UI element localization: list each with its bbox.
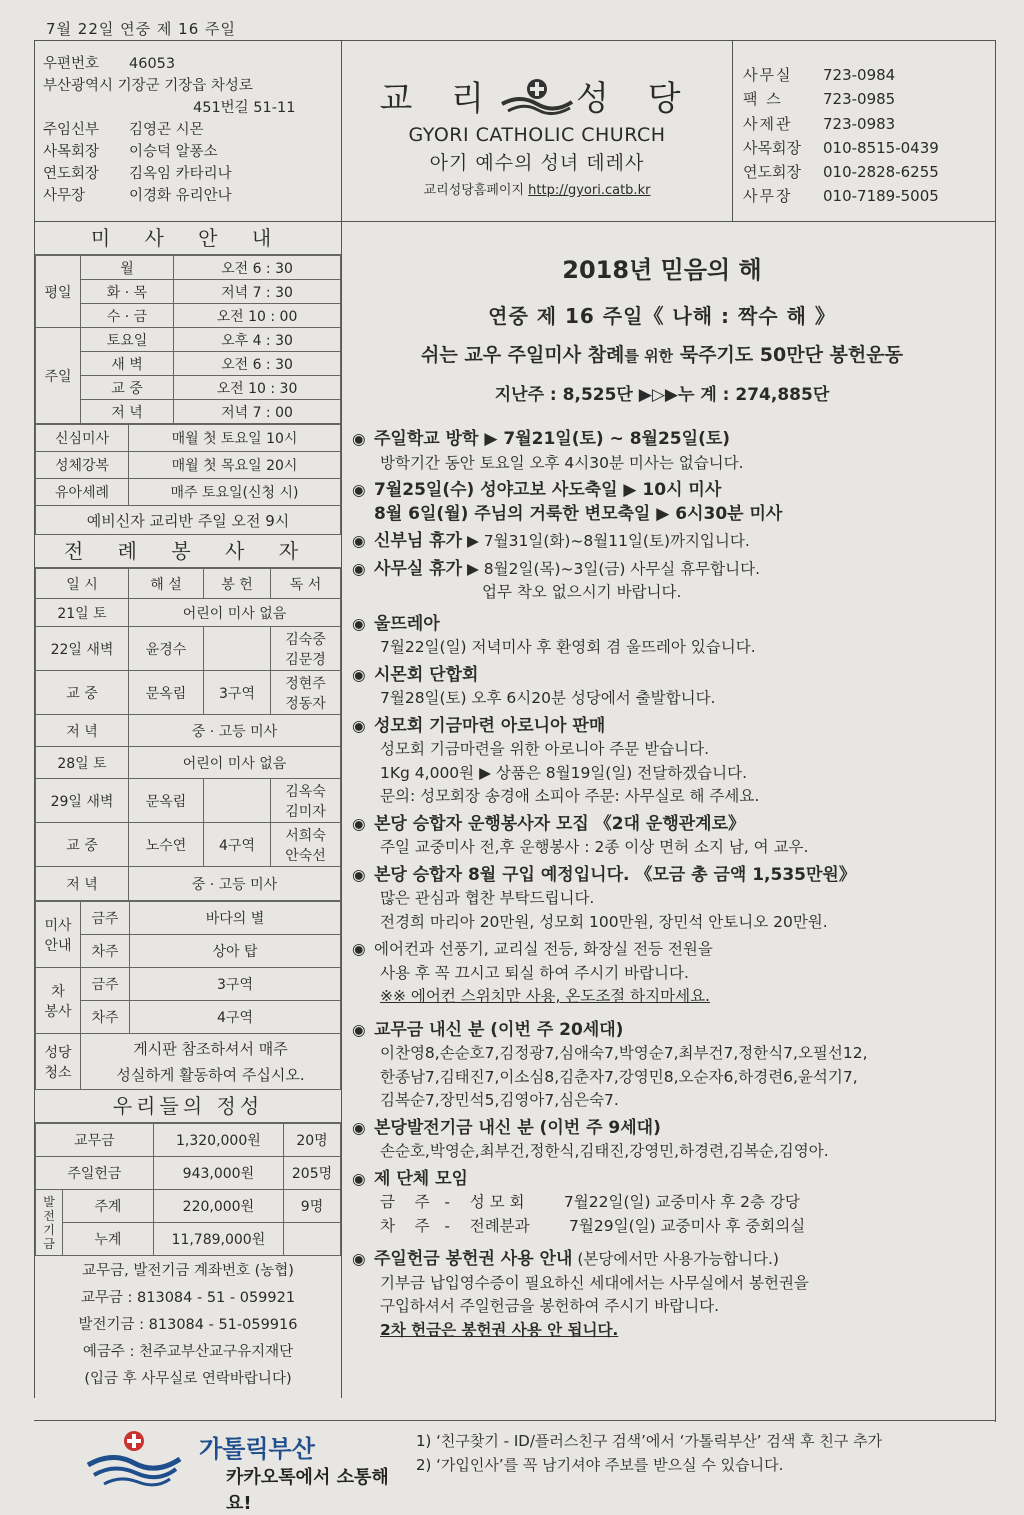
reader: 김숙중 김문경 <box>271 627 341 671</box>
commentator: 윤경수 <box>129 627 204 671</box>
announcement-text: 7월22일(일) 저녁미사 후 환영회 겸 울뜨레아 있습니다. <box>380 638 756 656</box>
announcement-title: 7월25일(수) 성야고보 사도축일 ▶ 10시 미사 <box>374 480 722 500</box>
liturgy-date: 28일 토 <box>36 747 129 779</box>
announcement-title: 본당 승합자 8월 구입 예정입니다. 《모금 총 금액 1,535만원》 <box>374 864 856 885</box>
mass-time: 오후 4 : 30 <box>174 328 341 352</box>
offering-amount: 943,000원 <box>153 1157 283 1190</box>
instruction-line: 1) ‘친구찾기 - ID/플러스친구 검색’에서 ‘가톨릭부산’ 검색 후 친구 추가 <box>416 1432 883 1450</box>
offering-count: 205명 <box>284 1157 341 1190</box>
sunday-label: 주일 <box>36 328 81 424</box>
announcement-item <box>352 715 982 809</box>
commentator: 노수연 <box>129 823 204 867</box>
announcement-item <box>352 664 982 711</box>
announcement-list <box>352 428 982 1346</box>
offering-count: 9명 <box>284 1190 341 1223</box>
duty-week: 금주 <box>81 902 130 935</box>
announcement-text: 주일 교중미사 전,후 운행봉사 : 2종 이상 면허 소지 남, 여 교우. <box>380 838 809 856</box>
pastor-name: 김영곤 시몬 <box>129 122 204 138</box>
church-english-name: GYORI CATHOLIC CHURCH <box>408 124 666 146</box>
offering-type: 교무금 <box>36 1124 154 1157</box>
kakao-banner[interactable] <box>84 1429 414 1514</box>
duty-week: 금주 <box>81 968 130 1001</box>
brand-tagline: 카카오톡에서 소통해요! <box>226 1467 389 1514</box>
homepage-link[interactable]: http://gyori.catb.kr <box>528 183 651 198</box>
offering-amount: 220,000원 <box>153 1190 283 1223</box>
announcement-warning: 2차 헌금은 봉헌권 사용 안 됩니다. <box>380 1320 619 1339</box>
contact-label: 사무실 <box>743 66 793 84</box>
year-theme: 2018년 믿음의 해 <box>562 256 762 284</box>
special-mass-time: 매주 토요일(신청 시) <box>129 479 341 506</box>
secretary-label: 사무장 <box>43 188 86 204</box>
announcement-item <box>352 1168 982 1239</box>
announcement-text: 이찬영8,손순호7,김정광7,심애숙7,박영순7,최부건7,정한식7,오필선12, <box>380 1044 868 1062</box>
date-line: 7월 22일 연중 제 16 주일 <box>46 20 236 38</box>
secretary-name: 이경화 유리안나 <box>129 188 232 204</box>
liturgy-date: 저 녁 <box>36 867 129 901</box>
account-line: 교무금, 발전기금 계좌번호 (농협) <box>82 1263 294 1279</box>
bullet-icon: ◉ <box>352 614 366 633</box>
rosary-tally: 지난주 : 8,525단 ▶▷▶누 계 : 274,885단 <box>494 385 830 405</box>
duty-table <box>35 901 341 1090</box>
account-line: 발전기금 : 813084 - 51-059916 <box>78 1317 298 1333</box>
announcement-title: 8월 6일(월) 주님의 거룩한 변모축일 ▶ 6시30분 미사 <box>374 503 783 524</box>
offering-table <box>35 1123 341 1256</box>
announcement-text: 금 주 - 성 모 회 7월22일(일) 교중미사 후 2층 강당 <box>380 1193 800 1211</box>
announcement-item <box>352 530 982 554</box>
announcement-text: 구입하셔서 주일헌금을 봉헌하여 주시기 바랍니다. <box>380 1297 720 1315</box>
mass-time: 오전 10 : 30 <box>174 376 341 400</box>
bullet-icon: ◉ <box>352 1020 366 1039</box>
col-header: 봉 헌 <box>204 569 271 599</box>
pastor-label: 주임신부 <box>43 122 100 138</box>
announcement-warning: ※※ 에어컨 스위치만 사용, 온도조절 하지마세요. <box>380 987 710 1005</box>
mass-day: 토요일 <box>81 328 174 352</box>
rosary-campaign-a: 쉬는 교우 주일미사 참례 <box>421 344 625 366</box>
announcement-text: 손순호,박영순,최부건,정한식,김태진,강영민,하경련,김복순,김영아. <box>380 1142 829 1160</box>
col-header: 해 설 <box>129 569 204 599</box>
reader: 정현주 정동자 <box>271 671 341 715</box>
car-service-label: 차 봉사 <box>36 968 81 1034</box>
announcement-text: 김복순7,장민석5,김영아7,심은숙7. <box>380 1091 619 1109</box>
announcement-item <box>352 938 982 1009</box>
bullet-icon: ◉ <box>352 814 366 833</box>
liturgy-date: 교 중 <box>36 823 129 867</box>
development-fund-label: 발 전 기 금 <box>36 1190 63 1256</box>
bullet-icon: ◉ <box>352 481 366 499</box>
account-info <box>35 1256 341 1398</box>
mass-schedule-table <box>35 255 341 424</box>
church-name-left: 교 리 <box>379 79 498 119</box>
mass-day: 수 · 금 <box>81 304 174 328</box>
col-header: 일 시 <box>36 569 129 599</box>
offering-type: 주일헌금 <box>36 1157 154 1190</box>
contact-number: 723-0984 <box>823 66 896 84</box>
liturgy-title: 전 례 봉 사 자 <box>35 535 341 568</box>
rosary-campaign-mid: 를 위한 <box>624 347 674 365</box>
liturgy-note: 어린이 미사 없음 <box>129 747 341 779</box>
liturgy-date: 29일 새벽 <box>36 779 129 823</box>
offering-count: 20명 <box>284 1124 341 1157</box>
liturgy-table <box>35 568 341 901</box>
cleaning-text: 게시판 참조하셔서 매주 성실하게 활동하여 주십시오. <box>81 1034 341 1090</box>
announcement-title: 시몬회 단합회 <box>374 664 479 685</box>
liturgy-date: 저 녁 <box>36 715 129 747</box>
mass-time: 오전 6 : 30 <box>174 352 341 376</box>
bullet-icon: ◉ <box>352 716 366 735</box>
announcement-item <box>352 1019 982 1113</box>
postal-code: 46053 <box>129 56 176 72</box>
announcement-item <box>352 479 982 503</box>
contact-number: 723-0985 <box>823 90 896 109</box>
announcement-text: 에어컨과 선풍기, 교리실 전등, 화장실 전등 전원을 <box>374 940 713 958</box>
account-line: 교무금 : 813084 - 51 - 059921 <box>80 1290 296 1306</box>
reader: 서희숙 안숙선 <box>271 823 341 867</box>
bullet-icon: ◉ <box>352 1118 366 1137</box>
rosary-campaign <box>342 340 982 367</box>
account-line: 예금주 : 천주교부산교구유지재단 <box>82 1344 294 1360</box>
announcement-text: (본당에서만 사용가능합니다.) <box>572 1250 779 1268</box>
instruction-line: 2) ‘가입인사’를 꼭 남기셔야 주보를 받으실 수 있습니다. <box>416 1456 784 1474</box>
catholic-busan-logo-icon <box>84 1429 184 1487</box>
church-emblem-icon <box>500 76 574 116</box>
offering-type: 주계 <box>63 1190 154 1223</box>
announcement-text: 1Kg 4,000원 ▶ 상품은 8월19일(일) 전달하겠습니다. <box>380 763 748 782</box>
contact-label: 사무장 <box>743 187 793 206</box>
announcement-text: 전경희 마리아 20만원, 성모회 100만원, 장민석 안토니오 20만원. <box>380 912 828 931</box>
duty-group: 4구역 <box>130 1001 341 1034</box>
main-column <box>342 222 996 1422</box>
announcement-title: 본당발전기금 내신 분 (이번 주 9세대) <box>374 1117 661 1138</box>
church-patron: 아기 예수의 성녀 데레사 <box>429 152 645 174</box>
duty-group: 바다의 별 <box>130 902 341 935</box>
contact-number: 723-0983 <box>823 114 896 133</box>
church-address-block <box>34 40 342 222</box>
announcement-text: 차 주 - 전례분과 7월29일(일) 교중미사 후 중회의실 <box>380 1216 806 1235</box>
bullet-icon: ◉ <box>352 940 366 958</box>
announcement-text: ▶ 8월2일(목)~3일(금) 사무실 휴무합니다. <box>462 559 760 578</box>
announcement-title: 신부님 휴가 <box>374 531 463 551</box>
brand-name: 가톨릭부산 <box>199 1435 315 1463</box>
offering-amount: 1,320,000원 <box>153 1124 283 1157</box>
church-name-right: 성 당 <box>576 79 695 119</box>
announcement-text: 한종남7,김태진7,이소심8,김춘자7,강영민8,오순자6,하경련6,윤석기7, <box>380 1067 858 1086</box>
special-mass-label: 성체강복 <box>36 452 129 479</box>
offering-count <box>284 1223 341 1256</box>
contact-label: 사제관 <box>743 114 793 133</box>
announcement-title: 성모회 기금마련 아로니아 판매 <box>374 715 606 736</box>
yeondo-name: 김옥임 카타리나 <box>129 166 232 182</box>
announcement-text: ▶ 7월31일(화)~8월11일(토)까지입니다. <box>462 532 750 550</box>
duty-week: 차주 <box>81 1001 130 1034</box>
announcement-title: 주일헌금 봉헌권 사용 안내 <box>374 1249 573 1269</box>
announcement-item <box>352 1117 982 1164</box>
duty-group: 3구역 <box>130 968 341 1001</box>
announcement-text: 성모회 기금마련을 위한 아로니아 주문 받습니다. <box>380 740 710 758</box>
announcement-text: 업무 착오 없으시기 바랍니다. <box>482 583 682 601</box>
rosary-campaign-b: 묵주기도 50만단 봉헌운동 <box>673 344 903 366</box>
mass-schedule-title: 미 사 안 내 <box>35 222 341 255</box>
special-mass-label: 유아세례 <box>36 479 129 506</box>
announcement-item <box>352 613 982 660</box>
contact-label: 연도회장 <box>743 163 801 182</box>
offering-type: 누계 <box>63 1223 154 1256</box>
announcement-title: 제 단체 모임 <box>374 1168 468 1189</box>
announcement-title: 본당 승합자 운행봉사자 모집 《2대 운행관계로》 <box>374 813 746 834</box>
offertory: 3구역 <box>204 671 271 715</box>
liturgy-date: 교 중 <box>36 671 129 715</box>
announcement-item <box>352 428 982 475</box>
mass-day: 저 녁 <box>81 400 174 424</box>
contact-number: 010-2828-6255 <box>823 163 939 182</box>
liturgy-date: 22일 새벽 <box>36 627 129 671</box>
footer <box>34 1420 996 1514</box>
mass-time: 저녁 7 : 30 <box>174 280 341 304</box>
council-label: 사목회장 <box>43 144 100 160</box>
col-header: 독 서 <box>271 569 341 599</box>
mass-day: 월 <box>81 256 174 280</box>
mass-time: 오전 10 : 00 <box>174 304 341 328</box>
bullet-icon: ◉ <box>352 865 366 884</box>
mass-time: 오전 6 : 30 <box>174 256 341 280</box>
left-column <box>34 222 342 1398</box>
announcement-title: 주일학교 방학 ▶ 7월21일(토) ~ 8월25일(토) <box>374 429 731 449</box>
duty-group: 상아 탑 <box>130 935 341 968</box>
mass-guide-label: 미사 안내 <box>36 902 81 968</box>
contact-block <box>732 40 996 222</box>
postal-label: 우편번호 <box>43 56 100 72</box>
bullet-icon: ◉ <box>352 532 366 550</box>
bullet-icon: ◉ <box>352 559 366 578</box>
account-line: (입금 후 사무실로 연락바랍니다) <box>84 1371 292 1387</box>
mass-time: 저녁 7 : 00 <box>174 400 341 424</box>
liturgy-date: 21일 토 <box>36 599 129 627</box>
announcement-item <box>352 813 982 860</box>
yeondo-label: 연도회장 <box>43 166 100 182</box>
address-line-1: 부산광역시 기장군 기장읍 차성로 <box>43 78 253 94</box>
announcement-title: 울뜨레아 <box>374 613 440 634</box>
contact-label: 팩 스 <box>743 90 783 109</box>
offering-amount: 11,789,000원 <box>153 1223 283 1256</box>
duty-week: 차주 <box>81 935 130 968</box>
announcement-text: 많은 관심과 협찬 부탁드립니다. <box>380 889 595 907</box>
announcement-item <box>352 1248 982 1342</box>
announcement-text: 기부금 납입영수증이 필요하신 세대에서는 사무실에서 봉헌권을 <box>380 1273 809 1292</box>
announcement-text: 7월28일(토) 오후 6시20분 성당에서 출발합니다. <box>380 689 716 707</box>
mass-day: 교 중 <box>81 376 174 400</box>
special-mass-time: 매월 첫 토요일 10시 <box>129 425 341 452</box>
announcement-item <box>352 558 982 605</box>
commentator: 문옥림 <box>129 779 204 823</box>
offering-title: 우리들의 정성 <box>35 1090 341 1123</box>
offertory: 4구역 <box>204 823 271 867</box>
special-mass-table <box>35 424 341 535</box>
address-line-2: 451번길 51-11 <box>193 100 296 116</box>
sunday-title: 연중 제 16 주일《 나해 : 짝수 해 》 <box>488 304 836 328</box>
contact-number: 010-7189-5005 <box>823 187 939 206</box>
bullet-icon: ◉ <box>352 1169 366 1188</box>
announcement-item <box>352 503 982 527</box>
announcement-text: 문의: 성모회장 송경애 소피아 주문: 사무실로 해 주세요. <box>380 787 760 805</box>
special-mass-time: 매월 첫 목요일 20시 <box>129 452 341 479</box>
liturgy-note: 어린이 미사 없음 <box>129 599 341 627</box>
catechumen-class: 예비신자 교리반 주일 오전 9시 <box>36 506 341 535</box>
contact-number: 010-8515-0439 <box>823 138 939 157</box>
mass-day: 새 벽 <box>81 352 174 376</box>
liturgy-note: 중 · 고등 미사 <box>129 715 341 747</box>
mass-day: 화 · 목 <box>81 280 174 304</box>
homepage-label: 교리성당홈페이지 <box>423 183 525 198</box>
church-title-block <box>342 40 732 222</box>
council-name: 이승덕 알퐁소 <box>129 144 218 160</box>
weekday-label: 평일 <box>36 256 81 328</box>
cleaning-label: 성당 청소 <box>36 1034 81 1090</box>
reader: 김옥숙 김미자 <box>271 779 341 823</box>
announcement-title: 교무금 내신 분 (이번 주 20세대) <box>374 1019 624 1040</box>
announcement-text: 방학기간 동안 토요일 오후 4시30분 미사는 없습니다. <box>380 453 744 472</box>
bullet-icon: ◉ <box>352 665 366 684</box>
contact-label: 사목회장 <box>743 138 801 157</box>
liturgy-note: 중 · 고등 미사 <box>129 867 341 901</box>
announcement-title: 사무실 휴가 <box>374 558 463 579</box>
bullet-icon: ◉ <box>352 1250 366 1268</box>
bullet-icon: ◉ <box>352 430 366 448</box>
special-mass-label: 신심미사 <box>36 425 129 452</box>
announcement-item <box>352 864 982 935</box>
kakao-instructions <box>416 1429 882 1477</box>
announcement-text: 사용 후 꼭 끄시고 퇴실 하여 주시기 바랍니다. <box>380 963 689 982</box>
commentator: 문옥림 <box>129 671 204 715</box>
